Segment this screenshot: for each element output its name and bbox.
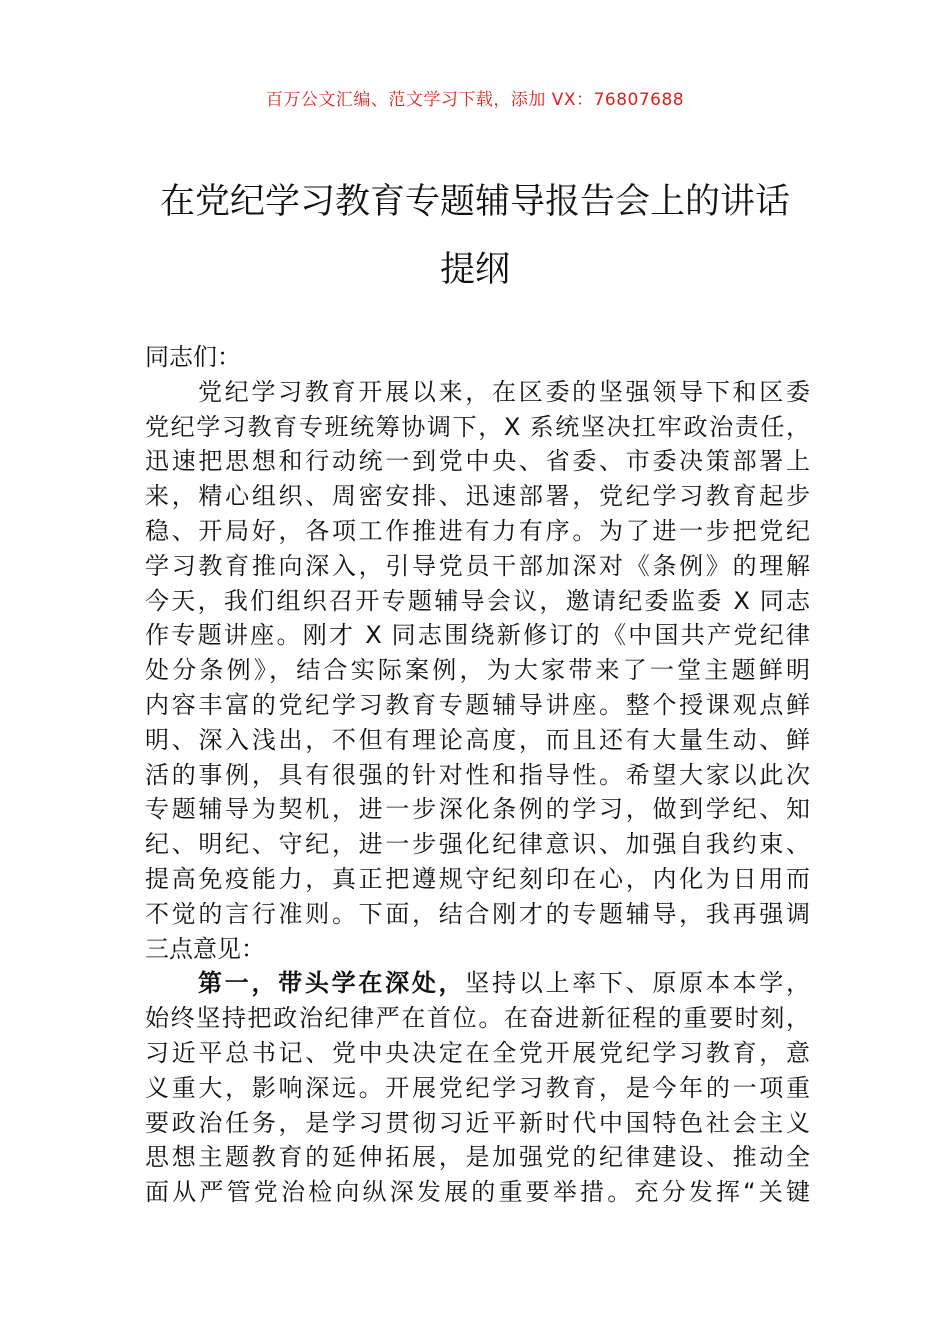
paragraph-line: 稳、开局好，各项工作推进有力有序。为了进一步把党纪 [145, 516, 810, 545]
paragraph-line: 专题辅导为契机，进一步深化条例的学习，做到学纪、知 [145, 795, 810, 824]
paragraph-line: 来，精心组织、周密安排、迅速部署，党纪学习教育起步 [145, 482, 810, 511]
point-one-lead: 第一，带头学在深处， [198, 969, 466, 998]
paragraph-line: 今天，我们组织召开专题辅导会议，邀请纪委监委 X 同志 [145, 586, 810, 615]
paragraph-line: 始终坚持把政治纪律严在首位。在奋进新征程的重要时刻， [145, 1004, 810, 1033]
paragraph-line: 明、深入浅出，不但有理论高度，而且还有大量生动、鲜 [145, 725, 810, 754]
paragraph-line: 三点意见： [145, 934, 265, 963]
header-promo-text: 百万公文汇编、范文学习下载，添加 VX：76807688 [265, 90, 685, 110]
paragraph-line: 党纪学习教育开展以来，在区委的坚强领导下和区委 [198, 377, 810, 406]
paragraph-line: 提高免疫能力，真正把遵规守纪刻印在心，内化为日用而 [145, 864, 810, 893]
paragraph-line: 纪、明纪、守纪，进一步强化纪律意识、加强自我约束、 [145, 830, 810, 859]
paragraph-line: 活的事例，具有很强的针对性和指导性。希望大家以此次 [145, 760, 810, 789]
paragraph-line: 不觉的言行准则。下面，结合刚才的专题辅导，我再强调 [145, 899, 810, 928]
paragraph-line: 处分条例》，结合实际案例，为大家带来了一堂主题鲜明 [145, 656, 810, 685]
salutation: 同志们： [145, 343, 241, 371]
paragraph-line: 作专题讲座。刚才 X 同志围绕新修订的《中国共产党纪律 [145, 621, 810, 650]
header-promo-note [0, 85, 950, 110]
point-one-rest: 坚持以上率下、原原本本学， [465, 969, 810, 998]
paragraph-line: 学习教育推向深入，引导党员干部加深对《条例》的理解 [145, 551, 810, 580]
paragraph-line: 义重大，影响深远。开展党纪学习教育，是今年的一项重 [145, 1073, 810, 1102]
paragraph-line: 党纪学习教育专班统筹协调下，X 系统坚决扛牢政治责任， [145, 412, 810, 441]
paragraph-line: 面从严管党治检向纵深发展的重要举措。充分发挥“关键 [145, 1178, 810, 1207]
document-title-line-2: 提纲 [439, 250, 510, 290]
point-one-heading-line [145, 966, 810, 1001]
paragraph-line: 内容丰富的党纪学习教育专题辅导讲座。整个授课观点鲜 [145, 690, 810, 719]
paragraph-line: 思想主题教育的延伸拓展，是加强党的纪律建设、推动全 [145, 1143, 810, 1172]
paragraph-line: 要政治任务，是学习贯彻习近平新时代中国特色社会主义 [145, 1108, 810, 1137]
document-title-line-1: 在党纪学习教育专题辅导报告会上的讲话 [159, 182, 790, 222]
paragraph-line: 习近平总书记、党中央决定在全党开展党纪学习教育，意 [145, 1038, 810, 1067]
document-body [145, 340, 810, 1210]
paragraph-line: 迅速把思想和行动统一到党中央、省委、市委决策部署上 [145, 447, 810, 476]
